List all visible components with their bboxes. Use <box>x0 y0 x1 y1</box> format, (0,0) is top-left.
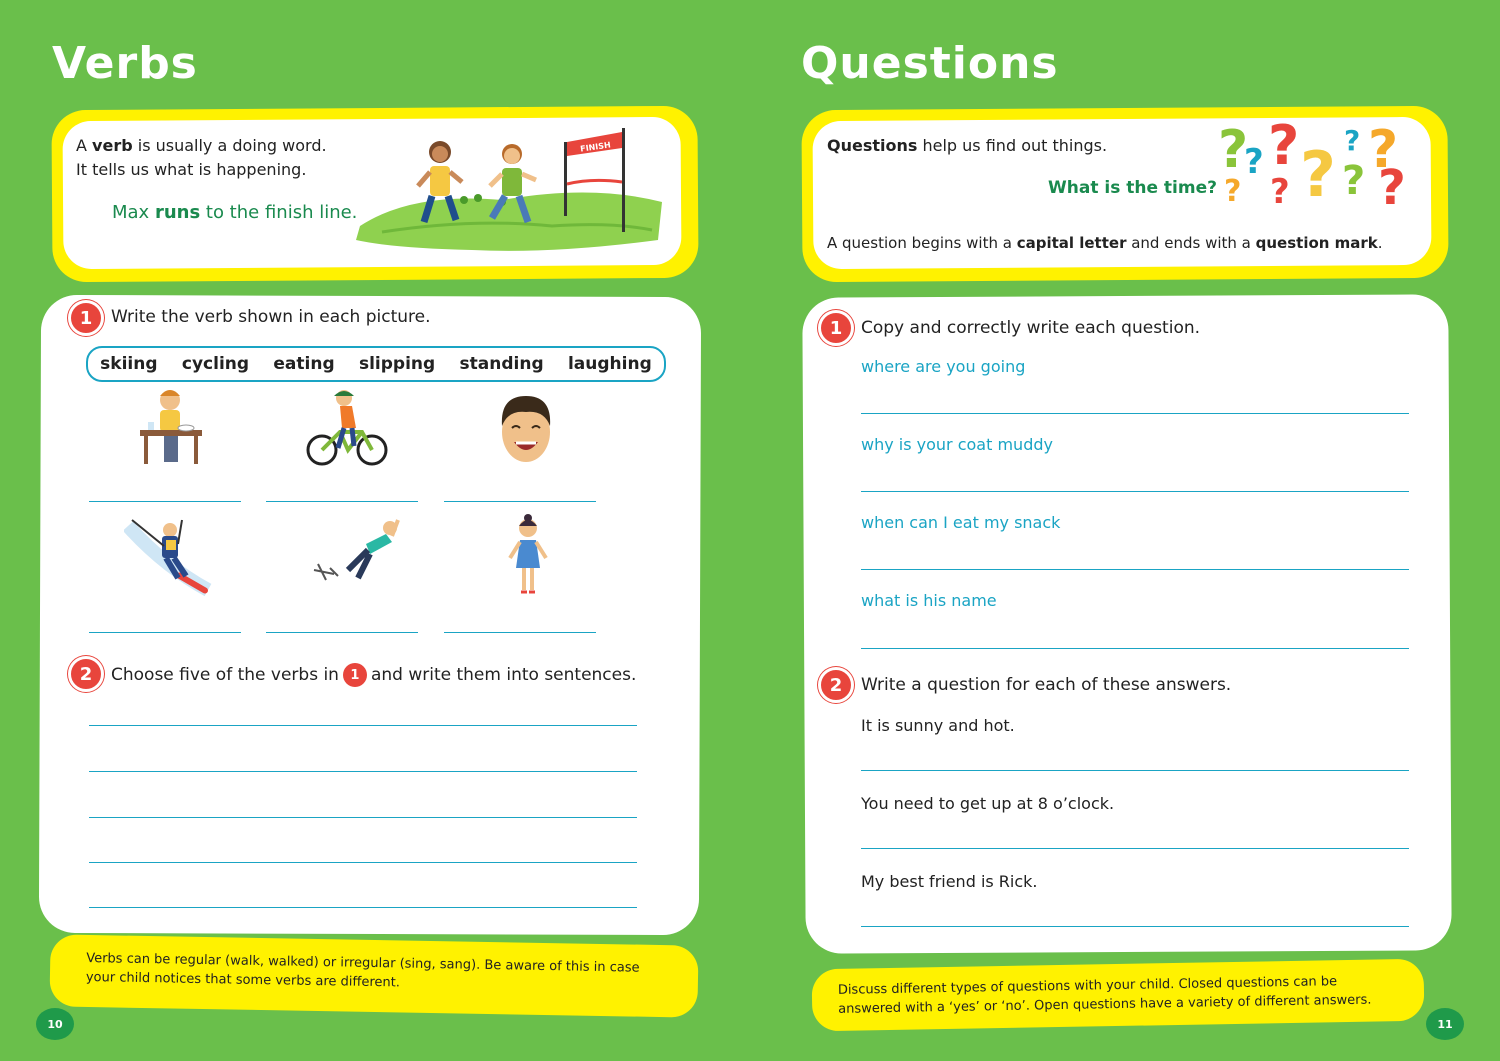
copy-line-4[interactable] <box>861 648 1409 649</box>
question-line-3[interactable] <box>861 926 1409 927</box>
word-laughing: laughing <box>567 354 652 374</box>
answer-line-1[interactable] <box>89 501 241 502</box>
question-item-2: why is your coat muddy <box>861 435 1053 454</box>
sentence-line-2[interactable] <box>89 771 637 772</box>
eating-picture <box>136 386 206 466</box>
sentence-line-5[interactable] <box>89 907 637 908</box>
slipping-picture <box>308 514 404 588</box>
question-rule: A question begins with a capital letter and ends with a question mark. <box>827 234 1383 252</box>
verbs-parent-note: Verbs can be regular (walk, walked) or irregular (sing, sang). Be aware of this in case your child notices that some verbs are different. <box>49 934 698 1017</box>
sentence-line-3[interactable] <box>89 817 637 818</box>
copy-line-3[interactable] <box>861 569 1409 570</box>
page-number-right: 11 <box>1426 1008 1464 1040</box>
answer-line-5[interactable] <box>266 632 418 633</box>
laughing-picture <box>496 392 556 468</box>
page-title-verbs: Verbs <box>52 38 198 89</box>
copy-line-2[interactable] <box>861 491 1409 492</box>
running-illustration <box>352 122 668 256</box>
answer-item-2: You need to get up at 8 o’clock. <box>861 794 1115 813</box>
answer-line-2[interactable] <box>266 501 418 502</box>
question-marks-decoration: ? ? ? ? ? ? ? ? ? ? <box>1218 114 1406 216</box>
question-item-4: what is his name <box>861 591 997 610</box>
answer-item-3: My best friend is Rick. <box>861 872 1038 891</box>
sentence-line-4[interactable] <box>89 862 637 863</box>
verb-definition-2: It tells us what is happening. <box>76 160 307 179</box>
verb-example: Max runs to the finish line. <box>112 202 358 223</box>
answer-line-3[interactable] <box>444 501 596 502</box>
page-number-left: 10 <box>36 1008 74 1040</box>
answer-item-1: It is sunny and hot. <box>861 716 1015 735</box>
verb-word-bank <box>86 346 666 382</box>
exercise-1-ref-badge: 1 <box>343 663 367 687</box>
question-item-3: when can I eat my snack <box>861 513 1061 532</box>
q-exercise-2-instruction: Write a question for each of these answers. <box>861 675 1232 695</box>
question-item-1: where are you going <box>861 357 1026 376</box>
cycling-picture <box>304 388 390 468</box>
question-example: What is the time? <box>1048 178 1217 198</box>
questions-parent-note: Discuss different types of questions with your child. Closed questions can be answered with a ‘yes’ or ‘no’. Open questions have a variety of different answers. <box>812 959 1425 1032</box>
answer-line-4[interactable] <box>89 632 241 633</box>
question-line-1[interactable] <box>861 770 1409 771</box>
exercise-2-instruction: Choose five of the verbs in 1 and write them into sentences. <box>111 665 637 685</box>
question-line-2[interactable] <box>861 848 1409 849</box>
q-exercise-1-instruction: Copy and correctly write each question. <box>861 318 1201 338</box>
question-definition: Questions help us find out things. <box>827 136 1108 155</box>
answer-line-6[interactable] <box>444 632 596 633</box>
word-skiing: skiing <box>100 354 158 374</box>
word-cycling: cycling <box>181 354 250 374</box>
standing-picture <box>506 514 552 596</box>
word-eating: eating <box>273 354 335 374</box>
exercise-card-questions <box>802 294 1451 953</box>
exercise-2-badge: 2 <box>68 656 104 692</box>
verb-definition: A verb is usually a doing word. <box>76 136 327 155</box>
exercise-1-badge: 1 <box>68 300 104 336</box>
finish-sign-text: FINISH <box>579 140 612 154</box>
exercise-1-instruction: Write the verb shown in each picture. <box>111 307 431 327</box>
word-slipping: slipping <box>358 354 436 374</box>
q-exercise-1-badge: 1 <box>818 310 854 346</box>
skiing-picture <box>124 516 212 598</box>
copy-line-1[interactable] <box>861 413 1409 414</box>
word-standing: standing <box>459 354 544 374</box>
sentence-line-1[interactable] <box>89 725 637 726</box>
page-title-questions: Questions <box>801 38 1059 89</box>
q-exercise-2-badge: 2 <box>818 667 854 703</box>
